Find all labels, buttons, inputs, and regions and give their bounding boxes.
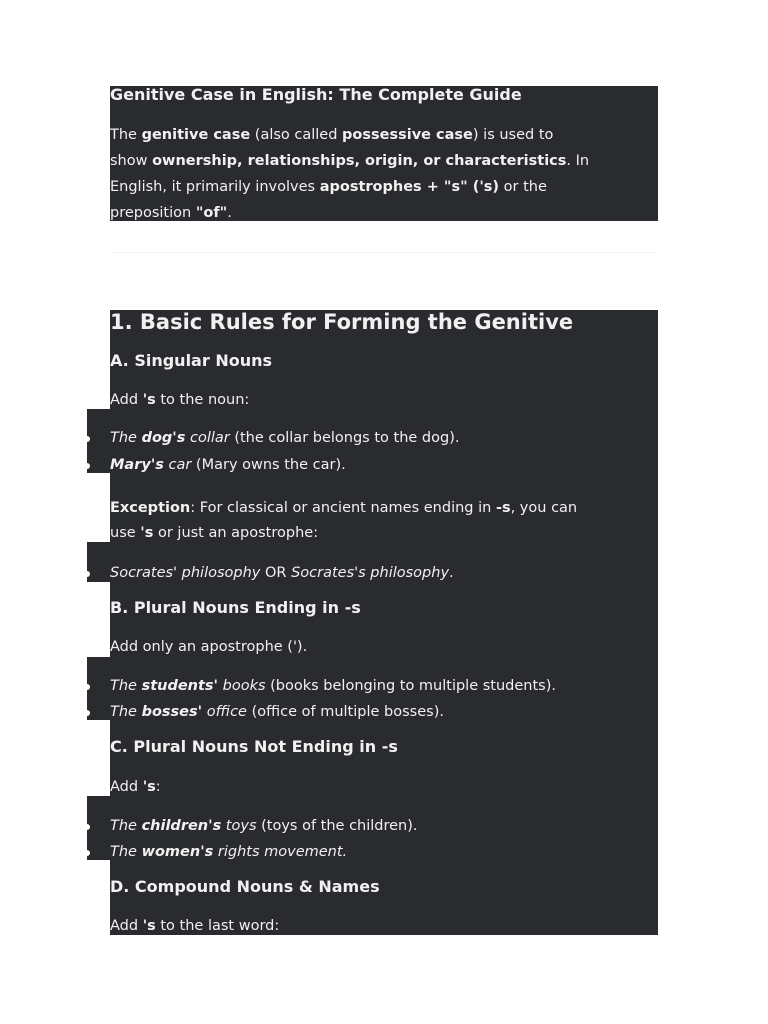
text-run: 's: [142, 779, 156, 795]
bullet-marker: [84, 684, 90, 690]
text-run: Add: [110, 392, 143, 408]
subheading-plural-not-s: C. Plural Nouns Not Ending in -s: [110, 737, 398, 756]
intro-line-4: [110, 203, 232, 223]
list-item: [110, 428, 459, 448]
list-item: [110, 702, 444, 722]
text-run: The: [110, 844, 142, 860]
text-run: books: [218, 678, 266, 694]
list-indent: [87, 796, 110, 860]
text-run: women's: [141, 844, 214, 860]
text-run: office: [202, 704, 247, 720]
text-run: Socrates's philosophy: [291, 565, 450, 581]
exception-line-1: [110, 498, 577, 518]
text-run: ) is used to: [472, 127, 554, 143]
text-run: (toys of the children).: [256, 818, 418, 834]
text-run: (the collar belongs to the dog).: [229, 430, 460, 446]
text-run: preposition: [110, 205, 196, 221]
text-run: toys: [221, 818, 257, 834]
list-item: [110, 816, 418, 836]
singular-intro: [110, 390, 249, 410]
bullet-marker: [84, 436, 90, 442]
text-run: -s: [495, 500, 511, 516]
text-run: bosses': [141, 704, 203, 720]
text-run: collar: [185, 430, 230, 446]
list-indent: [87, 409, 110, 473]
subheading-plural-s: B. Plural Nouns Ending in -s: [110, 598, 361, 617]
intro-line-1: [110, 125, 553, 145]
text-run: : For classical or ancient names ending in: [190, 500, 496, 516]
plural-s-intro: [110, 637, 307, 657]
bullet-marker: [84, 710, 90, 716]
text-run: 's: [142, 918, 156, 934]
bullet-marker: [84, 824, 90, 830]
exception-line-2: [110, 523, 318, 543]
text-run: students': [141, 678, 219, 694]
bullet-marker: [84, 850, 90, 856]
text-run: The: [110, 678, 142, 694]
list-indent: [87, 657, 110, 720]
list-item: [110, 676, 556, 696]
text-run: (also called: [250, 127, 343, 143]
text-run: dog's: [141, 430, 186, 446]
text-run: genitive case: [141, 127, 251, 143]
text-run: Socrates' philosophy: [110, 565, 261, 581]
list-item: [110, 842, 347, 862]
text-run: to the noun:: [155, 392, 250, 408]
text-run: to the last word:: [155, 918, 280, 934]
list-indent: [87, 542, 110, 582]
text-run: (books belonging to multiple students).: [265, 678, 556, 694]
compound-intro: [110, 916, 279, 936]
section-divider: [110, 252, 658, 253]
bullet-marker: [84, 571, 90, 577]
intro-line-2: [110, 151, 589, 171]
text-run: (office of multiple bosses).: [246, 704, 444, 720]
text-run: Add: [110, 779, 143, 795]
text-run: 's: [140, 525, 154, 541]
text-run: or just an apostrophe:: [153, 525, 319, 541]
list-item: [110, 563, 454, 583]
subheading-singular: A. Singular Nouns: [110, 351, 272, 370]
text-run: The: [110, 430, 142, 446]
text-run: Exception: [110, 500, 191, 516]
text-run: apostrophes + "s" ('s): [319, 179, 500, 195]
text-run: ownership, relationships, origin, or characteristics: [152, 153, 567, 169]
text-run: (Mary owns the car).: [191, 457, 346, 473]
text-run: Add: [110, 918, 143, 934]
section-heading: 1. Basic Rules for Forming the Genitive: [110, 310, 574, 334]
text-run: English, it primarily involves: [110, 179, 320, 195]
text-run: show: [110, 153, 153, 169]
text-run: Mary's: [110, 457, 164, 473]
text-run: , you can: [510, 500, 578, 516]
text-run: possessive case: [342, 127, 473, 143]
text-run: . In: [566, 153, 590, 169]
page-title: Genitive Case in English: The Complete Guide: [110, 85, 522, 104]
text-run: or the: [499, 179, 547, 195]
text-run: children's: [141, 818, 222, 834]
text-run: car: [163, 457, 192, 473]
text-run: .: [449, 565, 454, 581]
text-run: 's: [142, 392, 156, 408]
text-run: "of": [195, 205, 228, 221]
bullet-marker: [84, 463, 90, 469]
text-run: use: [110, 525, 141, 541]
text-run: .: [227, 205, 232, 221]
text-run: Add only an apostrophe (').: [110, 639, 308, 655]
text-run: The: [110, 127, 142, 143]
text-run: OR: [260, 565, 292, 581]
plural-not-s-intro: [110, 777, 161, 797]
text-run: :: [155, 779, 161, 795]
intro-line-3: [110, 177, 547, 197]
subheading-compound: D. Compound Nouns & Names: [110, 877, 380, 896]
list-item: [110, 455, 346, 475]
text-run: rights movement.: [213, 844, 348, 860]
text-run: The: [110, 818, 142, 834]
text-run: The: [110, 704, 142, 720]
